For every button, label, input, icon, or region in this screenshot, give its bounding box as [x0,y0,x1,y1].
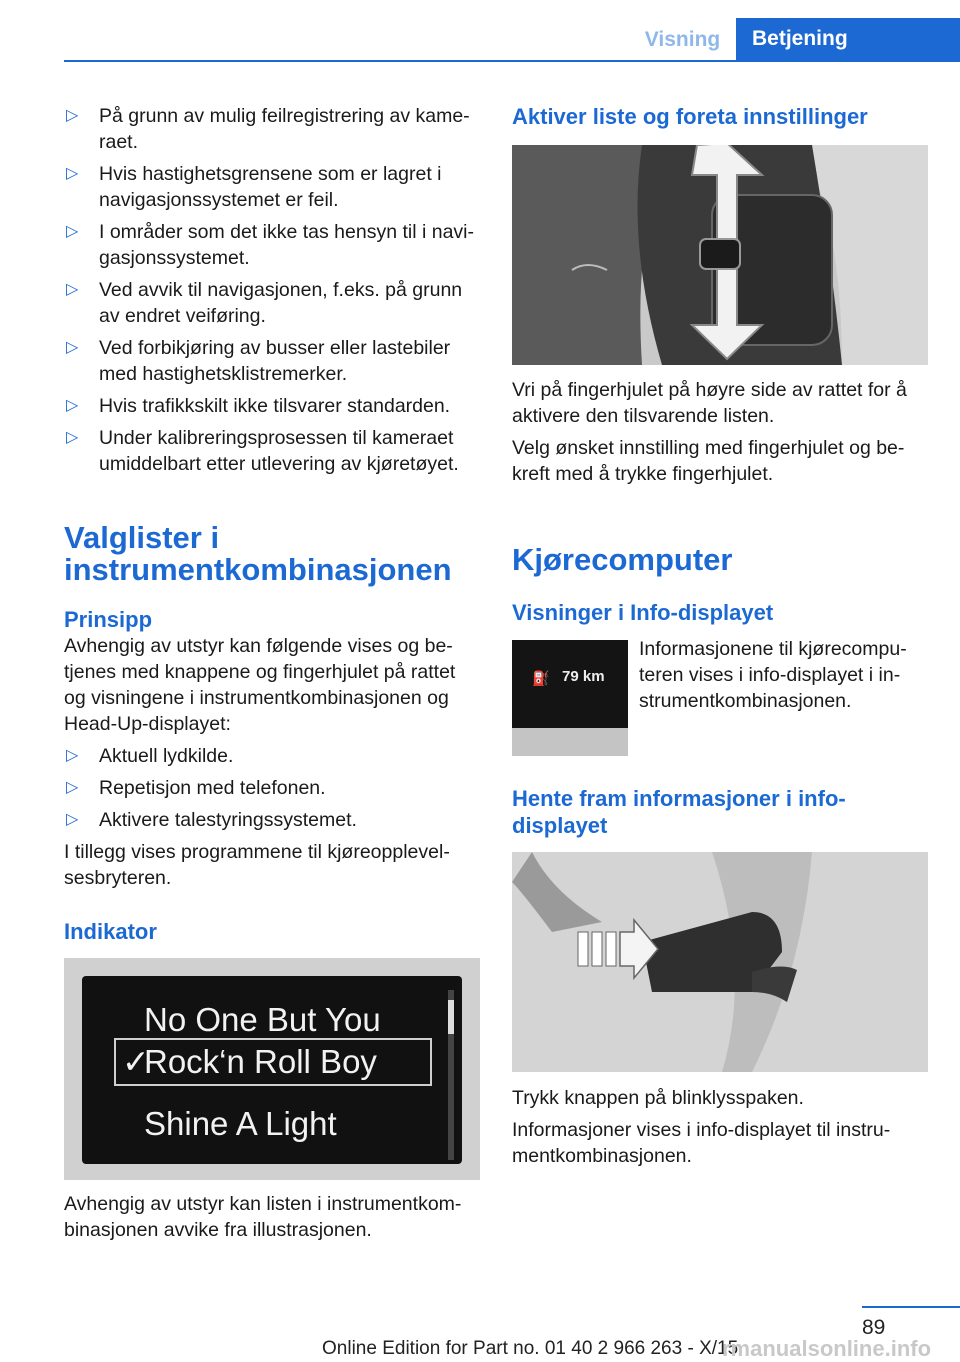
list-item: ▷ I områder som det ikke tas hensyn til i navigasjonssystemet. [66,221,474,269]
turn-signal-stalk-illustration [512,852,928,1072]
list-item: ▷ Hvis trafikkskilt ikke tilsvarer standarden. [66,395,451,417]
watermark: rmanualsonline.info [722,1336,932,1361]
header-divider [64,60,960,62]
scrollbar-thumb [448,1000,454,1034]
principle-text: Avhengig av utstyr kan følgende vises og betjenes med knappene og fingerhjulet på rattet og visningene i instrumentkombinasjonen og Head-Up-displayet: [64,635,456,735]
principle-heading: Prinsipp [64,607,153,632]
fuel-pump-icon: ⛽ [532,670,550,686]
range-value: 79 km [562,668,605,685]
page-header [0,0,960,62]
display-list-item: No One But You [144,1001,381,1038]
triangle-bullet-icon: ▷ [66,811,79,828]
triangle-bullet-icon: ▷ [66,281,79,298]
info-display-text: Informasjonene til kjørecomputeren vises i info-displayet i instrumentkombinasjonen. [639,638,907,712]
list-item: ▷ Ved avvik til navigasjonen, f.eks. på grunn av endret veiføring. [66,279,463,327]
footer-divider [862,1306,960,1308]
display-list-item-selected: Rock‘n Roll Boy [144,1043,377,1080]
page-number: 89 [862,1316,886,1339]
info-display-heading: Visninger i Info-displayet [512,600,774,625]
triangle-bullet-icon: ▷ [66,429,79,446]
list-item: ▷ Repetisjon med telefonen. [66,777,326,799]
display-screen [82,976,462,1164]
list-item: ▷ Hvis hastighetsgrensene som er lagret i navigasjonssystemet er feil. [66,163,442,211]
triangle-bullet-icon: ▷ [66,107,79,124]
extra-text: I tillegg vises programmene til kjøreopplevelsesbryteren. [64,841,450,889]
steering-wheel-illustration [512,145,928,365]
tab-visning[interactable]: Visning [644,28,721,51]
list-item: ▷ Aktivere talestyringssystemet. [66,809,357,831]
fetch-text-2: Informasjoner vises i info-displayet til instrumentkombinasjonen. [512,1119,891,1167]
stalk-drawing [512,852,928,1072]
info-display-illustration [512,640,628,756]
instrument-list-illustration [64,958,480,1180]
activate-text-2: Velg ønsket innstilling med fingerhjulet og bekreft med å trykke fingerhjulet. [512,437,905,485]
conditions-list [64,103,480,477]
triangle-bullet-icon: ▷ [66,779,79,796]
list-item: ▷ Aktuell lydkilde. [66,745,234,767]
triangle-bullet-icon: ▷ [66,747,79,764]
triangle-bullet-icon: ▷ [66,339,79,356]
activate-body [512,377,928,493]
list-item: ▷ Under kalibreringsprosessen til kameraet umiddelbart etter utlevering av kjøretøyet. [66,427,459,475]
steering-wheel-drawing [512,145,928,365]
display-list-item: Shine A Light [144,1105,337,1142]
section-title-valglister: Valglister i instrumentkombinasjonen [64,520,452,587]
list-item: ▷ På grunn av mulig feilregistrering av kameraet. [66,105,470,153]
online-edition-note: Online Edition for Part no. 01 40 2 966 263 - X/15 [322,1338,739,1359]
activate-heading: Aktiver liste og foreta innstillinger [512,104,868,129]
fetch-info-body [512,1085,928,1175]
triangle-bullet-icon: ▷ [66,223,79,240]
sources-list [64,743,480,833]
fetch-text-1: Trykk knappen på blinklysspaken. [512,1087,804,1109]
section-title-kjorecomputer: Kjørecomputer [512,542,733,577]
left-column [64,103,480,483]
info-display-screen [512,640,628,728]
principle-block [64,606,480,897]
tab-betjening[interactable]: Betjening [736,18,960,60]
fetch-info-heading: Hente fram informasjoner i infodisplayet [512,786,846,838]
triangle-bullet-icon: ▷ [66,397,79,414]
list-item: ▷ Ved forbikjøring av busser eller lastebiler med hastighetsklistremerker. [66,337,451,385]
checkmark-icon: ✓ [122,1043,150,1080]
indicator-heading: Indikator [64,919,157,944]
illustration-caption: Avhengig av utstyr kan listen i instrumentkombinasjonen avvike fra illustrasjonen. [64,1193,462,1241]
activate-text-1: Vri på fingerhjulet på høyre side av rattet for å aktivere den tilsvarende listen. [512,379,907,427]
triangle-bullet-icon: ▷ [66,165,79,182]
